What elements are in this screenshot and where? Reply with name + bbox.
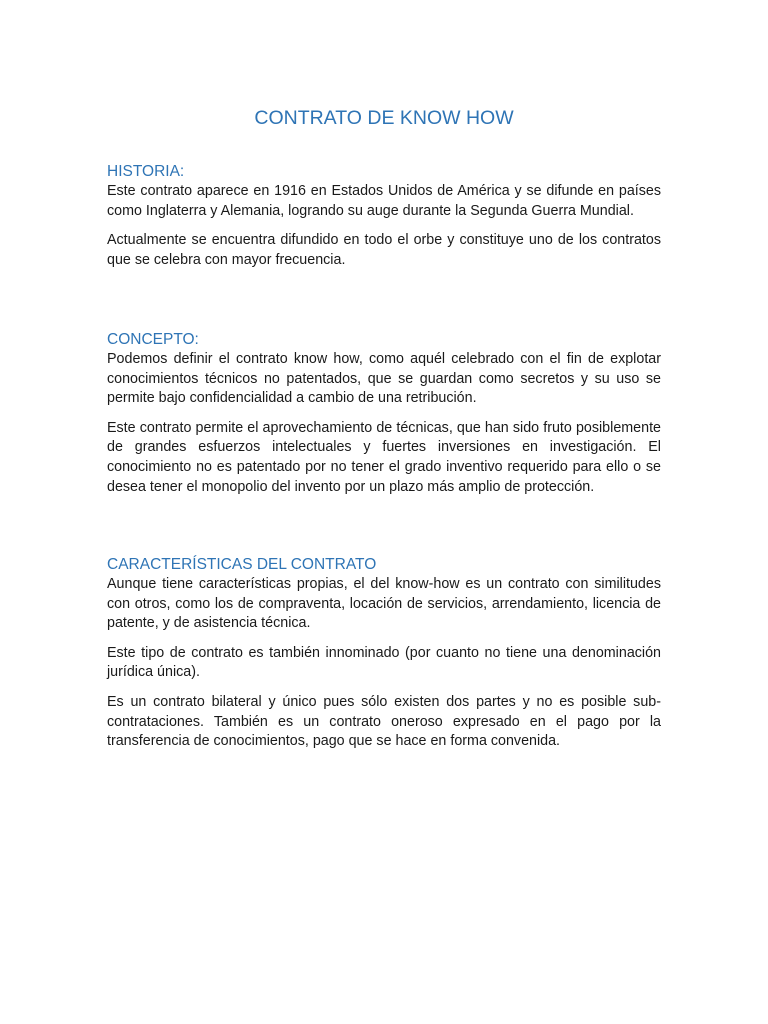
section-concepto (107, 330, 661, 497)
section-heading: HISTORIA: (107, 163, 185, 180)
paragraph: Este tipo de contrato es también innominado (por cuanto no tiene una denominación jurídica única). (107, 644, 661, 681)
paragraph: Este contrato aparece en 1916 en Estados Unidos de América y se difunde en países como Inglaterra y Alemania, logrando su auge durante la Segunda Guerra Mundial. (107, 183, 661, 219)
section-historia (107, 162, 661, 270)
section-heading: CARACTERÍSTICAS DEL CONTRATO (107, 556, 377, 573)
document-title: CONTRATO DE KNOW HOW (254, 107, 514, 129)
section-heading: CONCEPTO: (107, 331, 199, 348)
paragraph: Actualmente se encuentra difundido en todo el orbe y constituye uno de los contratos que se celebra con mayor frecuencia. (107, 232, 661, 268)
paragraph: Aunque tiene características propias, el del know-how es un contrato con similitudes con otros, como los de compraventa, locación de servicios, arrendamiento, licencia de patente, y de asistencia técnica. (107, 576, 661, 632)
paragraph: Este contrato permite el aprovechamiento de técnicas, que han sido fruto posiblemente de grandes esfuerzos intelectuales y fuertes inversiones en investigación. El conocimiento no es patentado por no tener el grado inventivo requerido para ello o se desea tener el monopolio del invento por un plazo más amplio de protección. (107, 419, 661, 495)
section-caracteristicas (107, 555, 661, 752)
paragraph: Podemos definir el contrato know how, como aquél celebrado con el fin de explotar conocimientos técnicos no patentados, que se guardan como secretos y su uso se permite bajo confidencialidad a cambio de una retribución. (107, 351, 661, 407)
paragraph: Es un contrato bilateral y único pues sólo existen dos partes y no es posible sub-contrataciones. También es un contrato oneroso expresado en el pago por la transferencia de conocimientos, pago que se hace en forma convenida. (107, 693, 661, 750)
